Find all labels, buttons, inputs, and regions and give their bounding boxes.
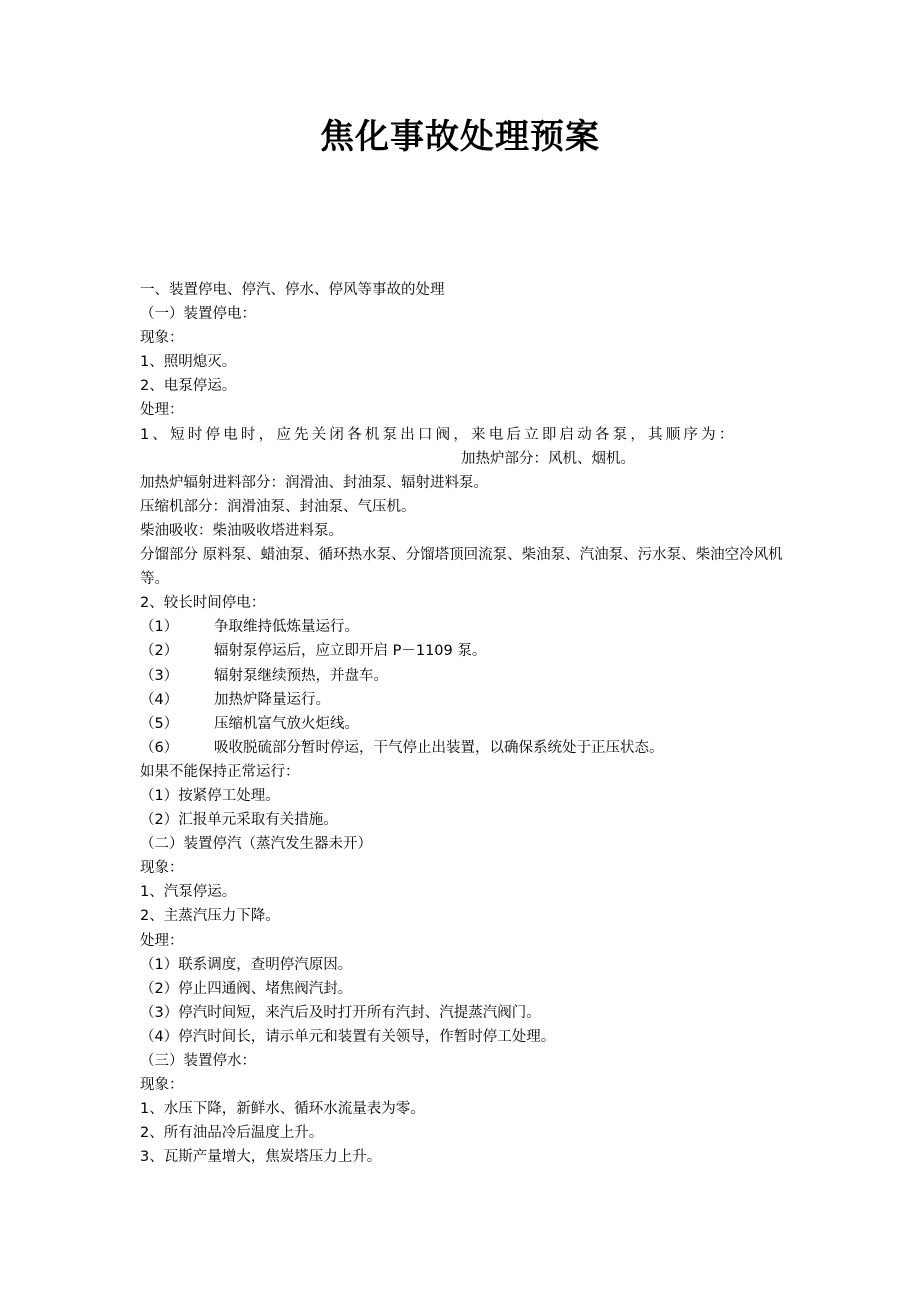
numbered-item bbox=[140, 664, 785, 688]
item-text: 辐射泵继续预热，并盘车。 bbox=[214, 667, 388, 684]
numbered-item bbox=[140, 736, 785, 760]
item-text: 辐射泵停运后，应立即开启 P－1109 泵。 bbox=[214, 643, 487, 660]
subsection-heading: （三）装置停水： bbox=[140, 1053, 256, 1069]
paragraph-line: 如果不能保持正常运行： bbox=[140, 763, 300, 780]
paragraph-line: 压缩机部分：润滑油泵、封油泵、气压机。 bbox=[140, 498, 416, 515]
paragraph-line: 2、电泵停运。 bbox=[140, 378, 237, 395]
paragraph-line: 现象： bbox=[140, 860, 184, 877]
paragraph-line: （3）停汽时间短，来汽后及时打开所有汽封、汽提蒸汽阀门。 bbox=[140, 1004, 541, 1021]
paragraph-line: （2）停止四通阀、堵焦阀汽封。 bbox=[140, 980, 353, 997]
paragraph-line: 处理： bbox=[140, 932, 184, 949]
item-text: 争取维持低炼量运行。 bbox=[214, 619, 359, 636]
subsection-heading: （一）装置停电： bbox=[140, 306, 256, 323]
paragraph-line: （2）汇报单元采取有关措施。 bbox=[140, 812, 338, 829]
numbered-item bbox=[140, 712, 785, 736]
item-number: （5） bbox=[140, 715, 179, 732]
numbered-item bbox=[140, 639, 785, 663]
item-number: （2） bbox=[140, 643, 179, 660]
paragraph-line: 加热炉辐射进料部分：润滑油、封油泵、辐射进料泵。 bbox=[140, 474, 488, 491]
paragraph-line: 现象： bbox=[140, 330, 184, 347]
item-number: （1） bbox=[140, 619, 179, 636]
section-heading: 一、装置停电、停汽、停水、停风等事故的处理 bbox=[140, 282, 445, 298]
paragraph-line: 柴油吸收：柴油吸收塔进料泵。 bbox=[140, 522, 343, 539]
paragraph-line: 1、汽泵停运。 bbox=[140, 884, 237, 901]
paragraph-line: 2、所有油品冷后温度上升。 bbox=[140, 1125, 324, 1142]
paragraph-line: 2、主蒸汽压力下降。 bbox=[140, 908, 280, 925]
paragraph-line: 处理： bbox=[140, 402, 184, 419]
item-text: 吸收脱硫部分暂时停运，干气停止出装置，以确保系统处于正压状态。 bbox=[214, 739, 664, 756]
paragraph-line: 1、水压下降，新鲜水、循环水流量表为零。 bbox=[140, 1101, 425, 1118]
numbered-item bbox=[140, 615, 785, 639]
numbered-item bbox=[140, 688, 785, 712]
item-number: （3） bbox=[140, 667, 179, 684]
paragraph-line: （4）停汽时间长，请示单元和装置有关领导，作暂时停工处理。 bbox=[140, 1028, 556, 1045]
item-text: 加热炉降量运行。 bbox=[214, 691, 330, 708]
paragraph-line: （1）联系调度，查明停汽原因。 bbox=[140, 956, 353, 973]
item-text: 压缩机富气放火炬线。 bbox=[214, 715, 359, 732]
paragraph-line: 2、较长时间停电： bbox=[140, 595, 266, 612]
item-number: （6） bbox=[140, 739, 179, 756]
paragraph-line: （1）按紧停工处理。 bbox=[140, 787, 280, 804]
paragraph-line: 1、短时停电时，应先关闭各机泵出口阀，来电后立即启动各泵，其顺序为： bbox=[140, 426, 737, 443]
paragraph-line: 3、瓦斯产量增大，焦炭塔压力上升。 bbox=[140, 1149, 382, 1166]
paragraph-line: 现象： bbox=[140, 1077, 184, 1094]
item-number: （4） bbox=[140, 691, 179, 708]
paragraph-line: 加热炉部分：风机、烟机。 bbox=[461, 450, 635, 467]
paragraph-line: 1、照明熄灭。 bbox=[140, 354, 237, 371]
paragraph-line: 分馏部分 原料泵、蜡油泵、循环热水泵、分馏塔顶回流泵、柴油泵、汽油泵、污水泵、柴油空冷风机等。 bbox=[140, 547, 783, 588]
document-title: 焦化事故处理预案 bbox=[320, 117, 600, 157]
subsection-heading: （二）装置停汽（蒸汽发生器未开） bbox=[140, 836, 372, 853]
document-body bbox=[140, 278, 785, 1169]
